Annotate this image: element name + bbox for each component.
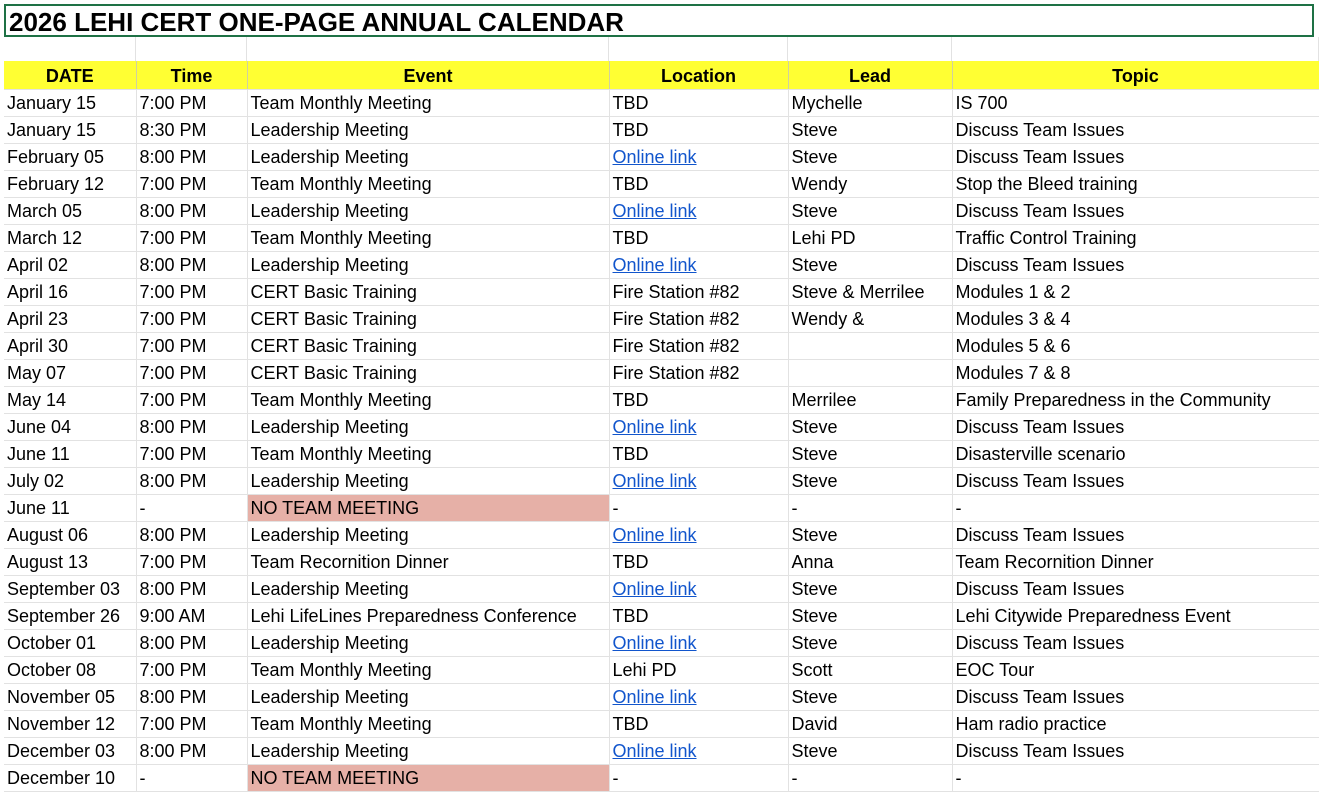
date-cell[interactable]: January 15 — [4, 89, 136, 116]
table-row — [4, 143, 1319, 170]
location-cell[interactable] — [609, 251, 788, 278]
topic-cell[interactable]: - — [952, 764, 1319, 791]
topic-cell[interactable]: Discuss Team Issues — [952, 413, 1319, 440]
date-cell[interactable]: November 05 — [4, 683, 136, 710]
topic-cell[interactable]: Ham radio practice — [952, 710, 1319, 737]
location-cell[interactable] — [609, 629, 788, 656]
header-row — [4, 61, 1319, 89]
column-header-lead[interactable]: Lead — [788, 61, 952, 89]
event-cell[interactable]: Leadership Meeting — [247, 116, 609, 143]
date-cell[interactable]: September 26 — [4, 602, 136, 629]
table-row — [4, 413, 1319, 440]
time-cell[interactable]: 7:00 PM — [136, 170, 247, 197]
event-cell[interactable]: Leadership Meeting — [247, 737, 609, 764]
lead-cell[interactable] — [788, 332, 952, 359]
sheet-title[interactable]: 2026 LEHI CERT ONE-PAGE ANNUAL CALENDAR — [4, 4, 1314, 37]
event-cell[interactable]: Leadership Meeting — [247, 575, 609, 602]
topic-cell[interactable]: IS 700 — [952, 89, 1319, 116]
event-cell[interactable]: Leadership Meeting — [247, 143, 609, 170]
date-cell[interactable]: February 12 — [4, 170, 136, 197]
lead-cell[interactable]: Steve — [788, 197, 952, 224]
date-cell[interactable]: August 13 — [4, 548, 136, 575]
online-link[interactable]: Online link — [612, 632, 697, 653]
time-cell[interactable]: 7:00 PM — [136, 386, 247, 413]
location-cell[interactable]: TBD — [609, 170, 788, 197]
table-row — [4, 89, 1319, 116]
date-cell[interactable]: September 03 — [4, 575, 136, 602]
online-link[interactable]: Online link — [612, 254, 697, 275]
topic-cell[interactable]: Lehi Citywide Preparedness Event — [952, 602, 1319, 629]
lead-cell[interactable]: David — [788, 710, 952, 737]
date-cell[interactable]: December 10 — [4, 764, 136, 791]
lead-cell[interactable]: Steve & Merrilee — [788, 278, 952, 305]
online-link[interactable]: Online link — [612, 578, 697, 599]
lead-cell[interactable]: Scott — [788, 656, 952, 683]
date-cell[interactable]: April 02 — [4, 251, 136, 278]
location-cell[interactable] — [609, 521, 788, 548]
table-row — [4, 521, 1319, 548]
time-cell[interactable]: 7:00 PM — [136, 440, 247, 467]
table-row — [4, 548, 1319, 575]
time-cell[interactable]: 7:00 PM — [136, 305, 247, 332]
location-cell[interactable]: TBD — [609, 89, 788, 116]
table-row — [4, 386, 1319, 413]
time-cell[interactable]: 7:00 PM — [136, 332, 247, 359]
lead-cell[interactable]: - — [788, 494, 952, 521]
online-link[interactable]: Online link — [612, 740, 697, 761]
column-header-location[interactable]: Location — [609, 61, 788, 89]
column-header-time[interactable]: Time — [136, 61, 247, 89]
lead-cell[interactable]: Lehi PD — [788, 224, 952, 251]
table-row — [4, 764, 1319, 791]
date-cell[interactable]: May 14 — [4, 386, 136, 413]
table-row — [4, 116, 1319, 143]
table-row — [4, 683, 1319, 710]
time-cell[interactable]: 8:00 PM — [136, 467, 247, 494]
event-cell[interactable]: Team Monthly Meeting — [247, 170, 609, 197]
topic-cell[interactable]: Discuss Team Issues — [952, 575, 1319, 602]
time-cell[interactable]: - — [136, 494, 247, 521]
time-cell[interactable]: 7:00 PM — [136, 278, 247, 305]
date-cell[interactable]: March 05 — [4, 197, 136, 224]
location-cell[interactable]: TBD — [609, 548, 788, 575]
event-cell[interactable]: Team Monthly Meeting — [247, 710, 609, 737]
table-row — [4, 197, 1319, 224]
table-row — [4, 170, 1319, 197]
date-cell[interactable]: February 05 — [4, 143, 136, 170]
location-cell[interactable] — [609, 737, 788, 764]
event-cell[interactable]: Team Monthly Meeting — [247, 89, 609, 116]
lead-cell[interactable]: Anna — [788, 548, 952, 575]
event-cell[interactable]: Leadership Meeting — [247, 683, 609, 710]
topic-cell[interactable]: Modules 1 & 2 — [952, 278, 1319, 305]
lead-cell[interactable]: Steve — [788, 629, 952, 656]
location-cell[interactable]: Fire Station #82 — [609, 332, 788, 359]
topic-cell[interactable]: Modules 5 & 6 — [952, 332, 1319, 359]
location-cell[interactable] — [609, 413, 788, 440]
table-row — [4, 332, 1319, 359]
date-cell[interactable]: April 16 — [4, 278, 136, 305]
event-cell[interactable]: Team Monthly Meeting — [247, 224, 609, 251]
location-cell[interactable]: Fire Station #82 — [609, 305, 788, 332]
online-link[interactable]: Online link — [612, 470, 697, 491]
date-cell[interactable]: November 12 — [4, 710, 136, 737]
table-row — [4, 305, 1319, 332]
table-row — [4, 737, 1319, 764]
online-link[interactable]: Online link — [612, 146, 697, 167]
location-cell[interactable]: TBD — [609, 602, 788, 629]
topic-cell[interactable]: Discuss Team Issues — [952, 251, 1319, 278]
lead-cell[interactable]: Steve — [788, 251, 952, 278]
table-row — [4, 629, 1319, 656]
date-cell[interactable]: June 04 — [4, 413, 136, 440]
lead-cell[interactable]: Steve — [788, 575, 952, 602]
calendar-table — [4, 61, 1319, 792]
event-cell[interactable]: Leadership Meeting — [247, 413, 609, 440]
lead-cell[interactable]: Steve — [788, 413, 952, 440]
time-cell[interactable]: 7:00 PM — [136, 656, 247, 683]
table-row — [4, 251, 1319, 278]
lead-cell[interactable]: Steve — [788, 521, 952, 548]
topic-cell[interactable]: Stop the Bleed training — [952, 170, 1319, 197]
time-cell[interactable]: 8:00 PM — [136, 629, 247, 656]
event-cell[interactable]: NO TEAM MEETING — [247, 764, 609, 791]
date-cell[interactable]: December 03 — [4, 737, 136, 764]
time-cell[interactable]: 8:00 PM — [136, 197, 247, 224]
table-row — [4, 710, 1319, 737]
time-cell[interactable]: 8:00 PM — [136, 413, 247, 440]
lead-cell[interactable]: Steve — [788, 737, 952, 764]
event-cell[interactable]: Team Monthly Meeting — [247, 656, 609, 683]
event-cell[interactable]: Team Monthly Meeting — [247, 386, 609, 413]
time-cell[interactable]: 7:00 PM — [136, 224, 247, 251]
event-cell[interactable]: Leadership Meeting — [247, 197, 609, 224]
topic-cell[interactable]: Discuss Team Issues — [952, 629, 1319, 656]
time-cell[interactable]: 7:00 PM — [136, 89, 247, 116]
time-cell[interactable]: 8:30 PM — [136, 116, 247, 143]
table-row — [4, 575, 1319, 602]
date-cell[interactable]: August 06 — [4, 521, 136, 548]
location-cell[interactable]: Fire Station #82 — [609, 278, 788, 305]
date-cell[interactable]: July 02 — [4, 467, 136, 494]
topic-cell[interactable]: EOC Tour — [952, 656, 1319, 683]
date-cell[interactable]: April 30 — [4, 332, 136, 359]
table-row — [4, 359, 1319, 386]
date-cell[interactable]: April 23 — [4, 305, 136, 332]
location-cell[interactable]: - — [609, 764, 788, 791]
date-cell[interactable]: January 15 — [4, 116, 136, 143]
date-cell[interactable]: June 11 — [4, 494, 136, 521]
location-cell[interactable] — [609, 467, 788, 494]
location-cell[interactable]: TBD — [609, 386, 788, 413]
table-row — [4, 224, 1319, 251]
date-cell[interactable]: May 07 — [4, 359, 136, 386]
time-cell[interactable]: 7:00 PM — [136, 359, 247, 386]
date-cell[interactable]: June 11 — [4, 440, 136, 467]
location-cell[interactable] — [609, 683, 788, 710]
lead-cell[interactable]: Steve — [788, 440, 952, 467]
location-cell[interactable]: TBD — [609, 116, 788, 143]
topic-cell[interactable]: Discuss Team Issues — [952, 737, 1319, 764]
table-row — [4, 656, 1319, 683]
date-cell[interactable]: October 08 — [4, 656, 136, 683]
event-cell[interactable]: Leadership Meeting — [247, 467, 609, 494]
location-cell[interactable]: TBD — [609, 440, 788, 467]
column-header-topic[interactable]: Topic — [952, 61, 1319, 89]
date-cell[interactable]: October 01 — [4, 629, 136, 656]
time-cell[interactable]: 9:00 AM — [136, 602, 247, 629]
lead-cell[interactable]: Steve — [788, 143, 952, 170]
topic-cell[interactable]: Family Preparedness in the Community — [952, 386, 1319, 413]
lead-cell[interactable]: Steve — [788, 116, 952, 143]
lead-cell[interactable] — [788, 359, 952, 386]
location-cell[interactable]: - — [609, 494, 788, 521]
event-cell[interactable]: CERT Basic Training — [247, 359, 609, 386]
topic-cell[interactable]: Traffic Control Training — [952, 224, 1319, 251]
topic-cell[interactable]: Discuss Team Issues — [952, 143, 1319, 170]
topic-cell[interactable]: - — [952, 494, 1319, 521]
calendar-rows — [4, 89, 1319, 791]
event-cell[interactable]: NO TEAM MEETING — [247, 494, 609, 521]
lead-cell[interactable]: Steve — [788, 683, 952, 710]
time-cell[interactable]: 8:00 PM — [136, 143, 247, 170]
time-cell[interactable]: 8:00 PM — [136, 251, 247, 278]
topic-cell[interactable]: Modules 3 & 4 — [952, 305, 1319, 332]
column-header-event[interactable]: Event — [247, 61, 609, 89]
time-cell[interactable]: 8:00 PM — [136, 683, 247, 710]
lead-cell[interactable]: Mychelle — [788, 89, 952, 116]
location-cell[interactable] — [609, 143, 788, 170]
lead-cell[interactable]: - — [788, 764, 952, 791]
topic-cell[interactable]: Discuss Team Issues — [952, 683, 1319, 710]
event-cell[interactable]: Lehi LifeLines Preparedness Conference — [247, 602, 609, 629]
lead-cell[interactable]: Merrilee — [788, 386, 952, 413]
event-cell[interactable]: Team Recornition Dinner — [247, 548, 609, 575]
online-link[interactable]: Online link — [612, 686, 697, 707]
time-cell[interactable]: 7:00 PM — [136, 710, 247, 737]
location-cell[interactable] — [609, 197, 788, 224]
column-header-date[interactable]: DATE — [4, 61, 136, 89]
online-link[interactable]: Online link — [612, 416, 697, 437]
empty-row — [0, 37, 1319, 61]
time-cell[interactable]: 8:00 PM — [136, 575, 247, 602]
location-cell[interactable]: TBD — [609, 224, 788, 251]
location-cell[interactable] — [609, 575, 788, 602]
event-cell[interactable]: CERT Basic Training — [247, 278, 609, 305]
topic-cell[interactable]: Team Recornition Dinner — [952, 548, 1319, 575]
online-link[interactable]: Online link — [612, 200, 697, 221]
online-link[interactable]: Online link — [612, 524, 697, 545]
table-row — [4, 440, 1319, 467]
time-cell[interactable]: 8:00 PM — [136, 737, 247, 764]
event-cell[interactable]: Leadership Meeting — [247, 629, 609, 656]
topic-cell[interactable]: Disasterville scenario — [952, 440, 1319, 467]
lead-cell[interactable]: Wendy — [788, 170, 952, 197]
date-cell[interactable]: March 12 — [4, 224, 136, 251]
lead-cell[interactable]: Steve — [788, 602, 952, 629]
topic-cell[interactable]: Discuss Team Issues — [952, 467, 1319, 494]
event-cell[interactable]: CERT Basic Training — [247, 332, 609, 359]
topic-cell[interactable]: Discuss Team Issues — [952, 521, 1319, 548]
location-cell[interactable]: Lehi PD — [609, 656, 788, 683]
location-cell[interactable]: Fire Station #82 — [609, 359, 788, 386]
time-cell[interactable]: 7:00 PM — [136, 548, 247, 575]
topic-cell[interactable]: Discuss Team Issues — [952, 197, 1319, 224]
topic-cell[interactable]: Discuss Team Issues — [952, 116, 1319, 143]
topic-cell[interactable]: Modules 7 & 8 — [952, 359, 1319, 386]
event-cell[interactable]: Leadership Meeting — [247, 251, 609, 278]
table-row — [4, 602, 1319, 629]
event-cell[interactable]: CERT Basic Training — [247, 305, 609, 332]
table-row — [4, 278, 1319, 305]
event-cell[interactable]: Team Monthly Meeting — [247, 440, 609, 467]
lead-cell[interactable]: Wendy & — [788, 305, 952, 332]
lead-cell[interactable]: Steve — [788, 467, 952, 494]
location-cell[interactable]: TBD — [609, 710, 788, 737]
time-cell[interactable]: 8:00 PM — [136, 521, 247, 548]
event-cell[interactable]: Leadership Meeting — [247, 521, 609, 548]
time-cell[interactable]: - — [136, 764, 247, 791]
table-row — [4, 467, 1319, 494]
table-row — [4, 494, 1319, 521]
